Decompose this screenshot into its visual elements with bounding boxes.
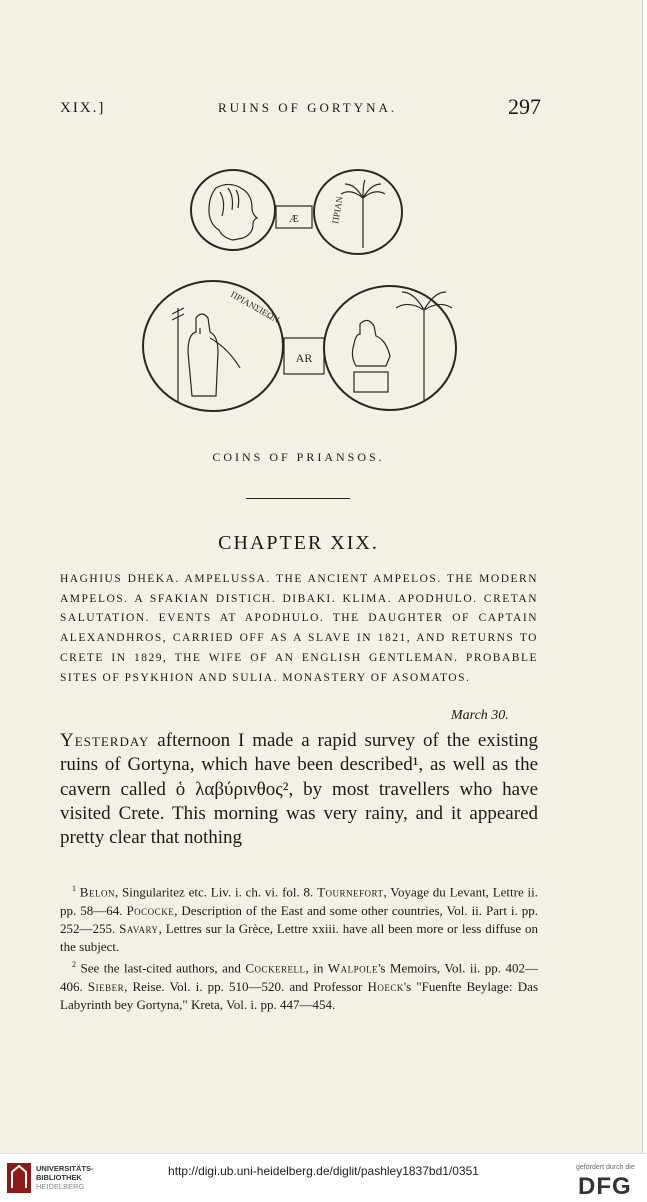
page-number: 297 [508,94,541,119]
body-paragraph [60,729,538,850]
library-name: UNIVERSITÄTS- BIBLIOTHEK HEIDELBERG [36,1164,94,1191]
chapter-synopsis: HAGHIUS DHEKA. AMPELUSSA. THE ANCIENT AMPELOS. THE MODERN AMPELOS. A SFAKIAN DISTICH. DIBAKI. KLIMA. APODHULO. CRETAN SALUTATION. EVENTS AT APODHULO. THE DAUGHTER OF CAPTAIN ALEXANDHROS, CARRIED OFF AS A SLAVE IN 1821, AND RETURNS TO CRETE IN 1829, THE WIFE OF AN ENGLISH GENTLEMAN. PROBABLE SITES OF PSYKHION AND SULIA. MONASTERY OF ASOMATOS. [60,573,538,684]
large-coin-obverse [143,281,283,411]
dfg-logo: DFG [578,1173,632,1200]
permalink-url[interactable]: http://digi.ub.uni-heidelberg.de/diglit/pashley1837bd1/0351 [168,1164,479,1178]
small-coin-reverse [314,170,402,254]
footnotes [60,880,538,1014]
large-coin-metal-mark: AR [295,351,313,365]
head-profile [209,184,257,240]
footnote-1: $^1$ Belon, Singularitez etc. Liv. i. ch. vi. fol. 8. Tournefort, Voyage du Levant, Lettre ii. pp. 58—64. Pococke, Description of the East and some other countries, Vol. ii. Part i. pp. 252—255. Savary, Lettres sur la Grèce, Lettre xxiii. have all been more or less diffuse on the subject. [60,884,539,954]
small-coin-metal-mark: Æ [289,213,299,225]
running-head-chapter: XIX.] [60,100,106,116]
body-text-content: afternoon I made a rapid survey of the existing ruins of Gortyna, which have been described¹, as well as the cavern called ὁ λαβύρινθος², by most travellers who have visited Crete. This morning was very rainy, and it appeared pretty clear that nothing [60,730,538,849]
entry-date: March 30. [451,708,509,723]
opening-word: Yesterday [60,730,150,751]
section-divider [246,498,350,499]
palm-tree-small [341,180,385,248]
funding-note: gefördert durch die [576,1164,635,1171]
figure-caption: COINS OF PRIANSOS. [212,450,385,464]
seated-figure [352,320,390,366]
large-coin-legend: ΠΡΙΑΝΣΙΕΩΝ [229,289,282,325]
running-head-title: RUINS OF GORTYNA. [218,100,398,115]
standing-figure [188,314,218,396]
small-coin-legend: ΠΡΙΑΝ [330,195,345,225]
small-coin-obverse [191,170,275,250]
footnote-2: $^2$ See the last-cited authors, and Cockerell, in Walpole's Memoirs, Vol. ii. pp. 402—406. Sieber, Reise. Vol. i. pp. 510—520. and Professor Hoeck's "Fuenfte Beylage: Das Labyrinth bey Gortyna," Kreta, Vol. i. pp. 447—454. [60,960,539,1012]
chapter-heading: CHAPTER XIX. [218,532,379,554]
viewer-footer [0,1153,647,1202]
coins-illustration [138,168,460,418]
